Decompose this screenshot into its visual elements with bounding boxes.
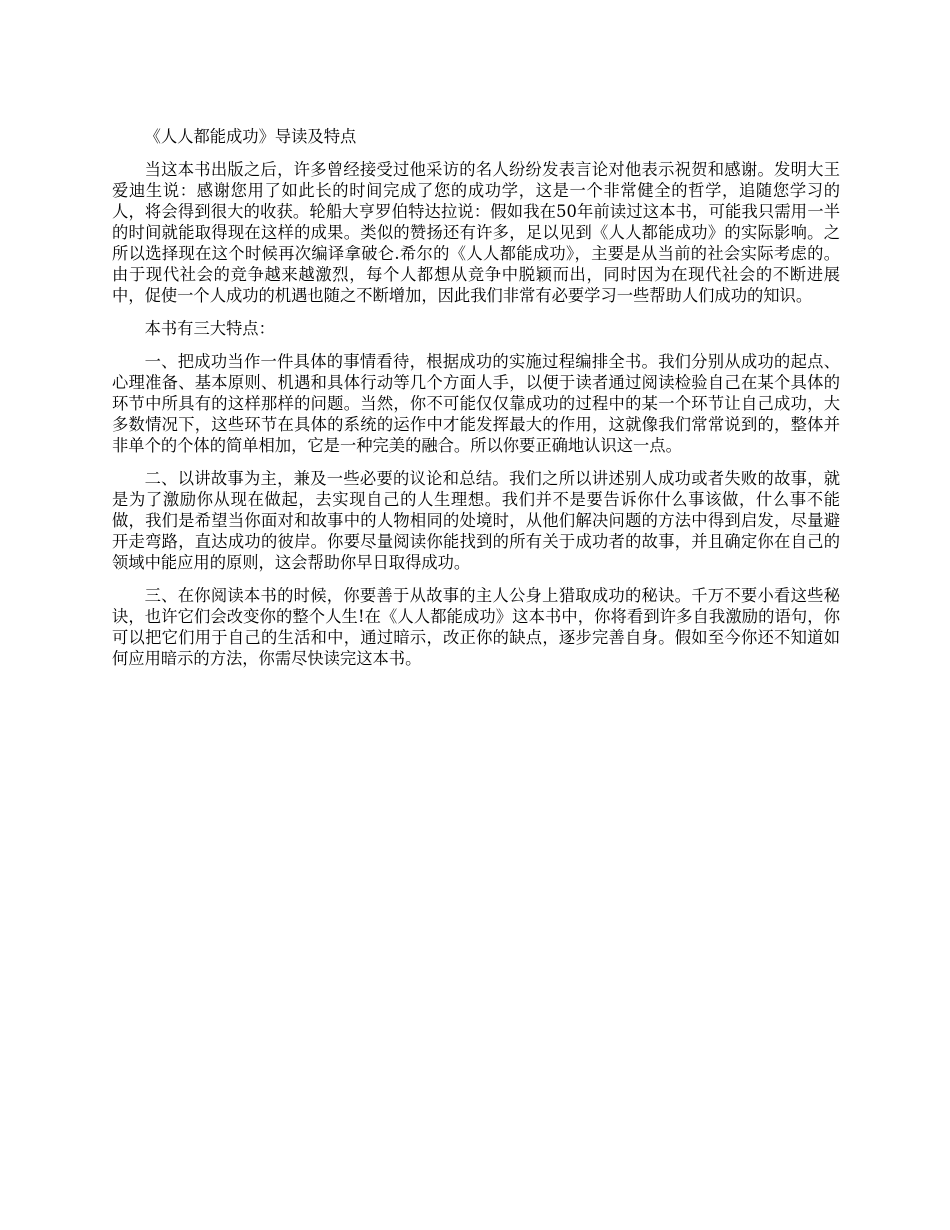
paragraph-feature-two: 二、以讲故事为主，兼及一些必要的议论和总结。我们之所以讲述别人成功或者失败的故事，就是为了激励你从现在做起，去实现自己的人生理想。我们并不是要告诉你什么事该做，什么事不能做，我们是希望当你面对和故事中的人物相同的处境时，从他们解决问题的方法中得到启发，尽量避开走弯路，直达成功的彼岸。你要尽量阅读你能找到的所有关于成功者的故事，并且确定你在自己的领域中能应用的原则，这会帮助你早日取得成功。 — [112, 469, 840, 572]
paragraph-intro: 当这本书出版之后，许多曾经接受过他采访的名人纷纷发表言论对他表示祝贺和感谢。发明大王爱迪生说：感谢您用了如此长的时间完成了您的成功学，这是一个非常健全的哲学，追随您学习的人，将会得到很大的收获。轮船大亨罗伯特达拉说：假如我在50年前读过这本书，可能我只需用一半的时间就能取得现在这样的成果。类似的赞扬还有许多，足以见到《人人都能成功》的实际影响。之所以选择现在这个时候再次编译拿破仑.希尔的《人人都能成功》，主要是从当前的社会实际考虑的。由于现代社会的竞争越来越激烈，每个人都想从竞争中脱颖而出，同时因为在现代社会的不断进展中，促使一个人成功的机遇也随之不断增加，因此我们非常有必要学习一些帮助人们成功的知识。 — [112, 160, 840, 305]
document-page — [112, 126, 840, 681]
document-title: 《人人都能成功》导读及特点 — [144, 127, 357, 146]
paragraph-feature-three: 三、在你阅读本书的时候，你要善于从故事的主人公身上猎取成功的秘诀。千万不要小看这些秘诀，也许它们会改变你的整个人生!在《人人都能成功》这本书中，你将看到许多自我激励的语句，你可以把它们用于自己的生活和中，通过暗示，改正你的缺点，逐步完善自身。假如至今你还不知道如何应用暗示的方法，你需尽快读完这本书。 — [112, 586, 840, 668]
paragraph-features-heading: 本书有三大特点： — [144, 319, 275, 338]
paragraph-feature-one: 一、把成功当作一件具体的事情看待，根据成功的实施过程编排全书。我们分别从成功的起点、心理准备、基本原则、机遇和具体行动等几个方面人手，以便于读者通过阅读检验自己在某个具体的环节中所具有的这样那样的问题。当然，你不可能仅仅靠成功的过程中的某一个环节让自己成功，大多数情况下，这些环节在具体的系统的运作中才能发挥最大的作用，这就像我们常常说到的，整体并非单个的个体的简单相加，它是一种完美的融合。所以你要正确地认识这一点。 — [112, 352, 840, 455]
